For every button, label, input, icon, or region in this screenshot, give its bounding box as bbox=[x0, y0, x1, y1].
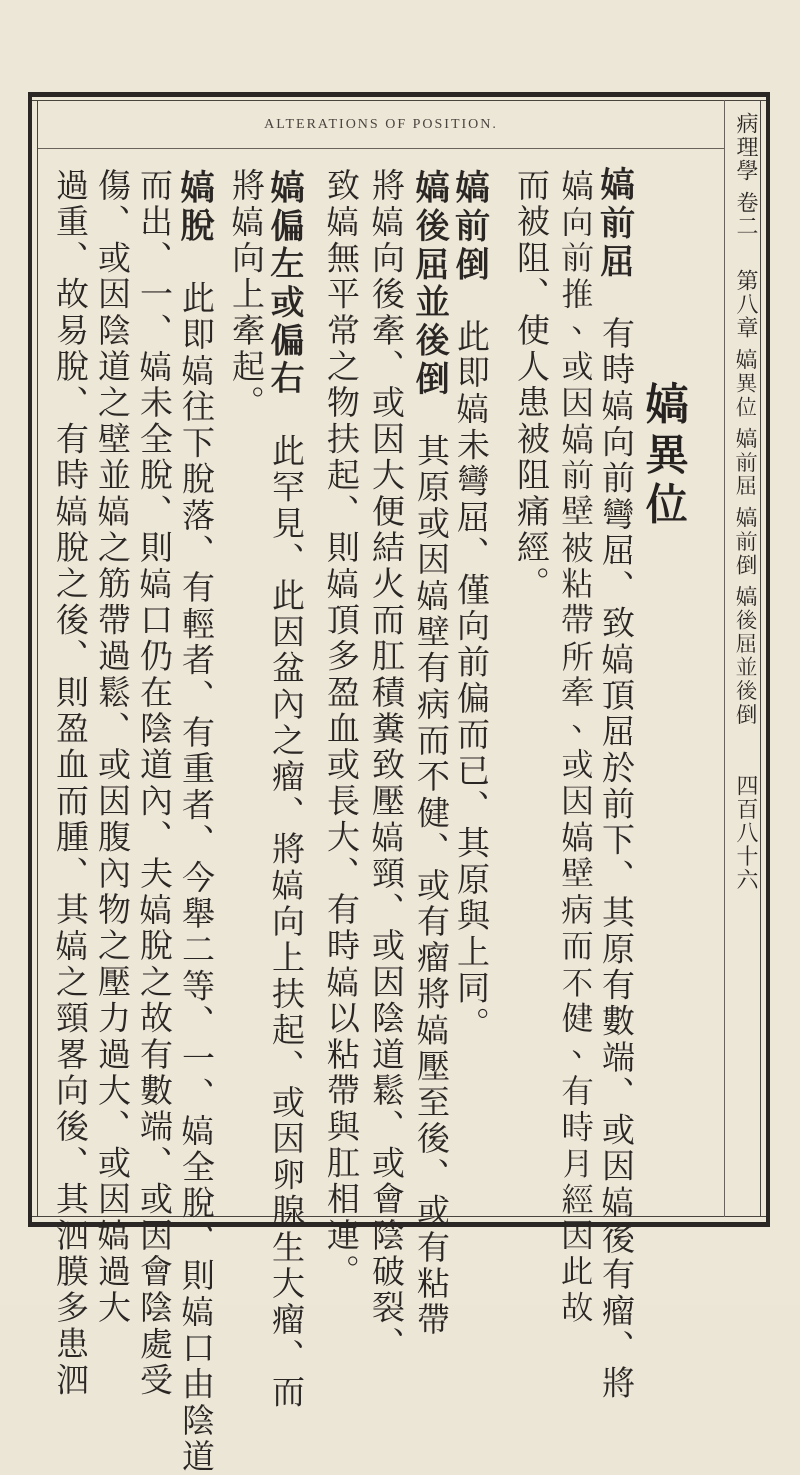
text-column bbox=[266, 168, 307, 1411]
column-text: 其原或因𡠀壁有病而不健、或有瘤將𡠀壓至後、或有粘帶 bbox=[412, 433, 451, 1339]
frame-left-rule bbox=[28, 92, 32, 1227]
text-column bbox=[596, 165, 637, 1402]
column-text: 而被阻、使人患被阻痛經。 bbox=[512, 168, 551, 603]
column-text: 𡠀向前推、或因𡠀前壁被粘帶所牽、或因𡠀壁病而不健、有時月經因此故 bbox=[557, 168, 596, 1327]
text-column bbox=[411, 168, 452, 1339]
frame-right-inner-rule bbox=[760, 100, 761, 1217]
entry-term: 𡠀後屈並後倒 bbox=[411, 168, 452, 398]
frame-left-inner-rule bbox=[37, 100, 38, 1217]
section-title: 𡠀異位 bbox=[640, 380, 691, 530]
margin-book-title: 病理學 卷二 bbox=[733, 112, 758, 238]
text-column bbox=[511, 168, 551, 1208]
term-spacer bbox=[412, 397, 451, 433]
frame-top-rule bbox=[28, 92, 770, 97]
header-rule bbox=[38, 148, 724, 149]
column-text: 而出、一、𡠀未全脫、則𡠀口仍在陰道內、夫𡠀脫之故有數端、或因會陰處受 bbox=[135, 168, 174, 1399]
term-spacer bbox=[452, 283, 491, 319]
margin-column bbox=[728, 112, 760, 1212]
entry-term: 𡠀脫 bbox=[176, 168, 217, 245]
margin-rule bbox=[724, 100, 725, 1217]
column-text: 將𡠀向上牽起。 bbox=[227, 168, 266, 422]
entry-term: 𡠀前屈 bbox=[596, 165, 637, 280]
margin-chapter: 第八章 𡠀異位 𡠀前屈 𡠀前倒 𡠀後屈並後倒 bbox=[733, 268, 758, 726]
entry-term: 𡠀前倒 bbox=[451, 168, 492, 283]
column-text: 此即𡠀未彎屈、僅向前偏而已、其原與上同。 bbox=[452, 318, 491, 1043]
term-spacer bbox=[177, 244, 216, 280]
text-column bbox=[50, 168, 90, 1399]
text-column bbox=[556, 168, 596, 1327]
text-column bbox=[366, 168, 406, 1363]
text-column bbox=[134, 168, 174, 1399]
column-text: 過重、故易脫、有時𡠀脫之後、則盈血而腫、其𡠀之頸畧向後、其泗膜多患泗 bbox=[51, 168, 90, 1399]
column-text: 將𡠀向後牽、或因大便結火而肛積糞致壓𡠀頸、或因陰道鬆、或會陰破裂、 bbox=[367, 168, 406, 1363]
page-number: 四百八十六 bbox=[733, 773, 758, 892]
frame-top-inner-rule bbox=[28, 100, 770, 101]
text-column bbox=[226, 168, 266, 1208]
running-header: ALTERATIONS OF POSITION. bbox=[264, 117, 498, 132]
column-text: 此即𡠀往下脫落、有輕者、有重者、今舉二等、一、𡠀全脫、則𡠀口由陰道 bbox=[177, 280, 216, 1475]
column-text: 致𡠀無平常之物扶起、則𡠀頂多盈血或長大、有時𡠀以粘帶與肛相連。 bbox=[322, 168, 361, 1291]
frame-right-rule bbox=[766, 92, 770, 1227]
text-column bbox=[451, 168, 491, 1208]
column-text: 傷、或因陰道之壁並𡠀之筋帶過鬆、或因腹內物之壓力過大、或因𡠀過大 bbox=[93, 168, 132, 1327]
entry-term: 𡠀偏左或偏右 bbox=[266, 168, 307, 398]
term-spacer bbox=[267, 397, 306, 433]
column-text: 有時𡠀向前彎屈、致𡠀頂屈於前下、其原有數端、或因𡠀後有瘤、將 bbox=[597, 315, 636, 1402]
column-text: 此罕見、此因盆內之瘤、將𡠀向上扶起、或因卵腺生大瘤、而 bbox=[267, 433, 306, 1411]
text-column bbox=[321, 168, 361, 1291]
term-spacer bbox=[597, 280, 636, 316]
text-column bbox=[176, 168, 217, 1475]
text-column bbox=[92, 168, 132, 1327]
